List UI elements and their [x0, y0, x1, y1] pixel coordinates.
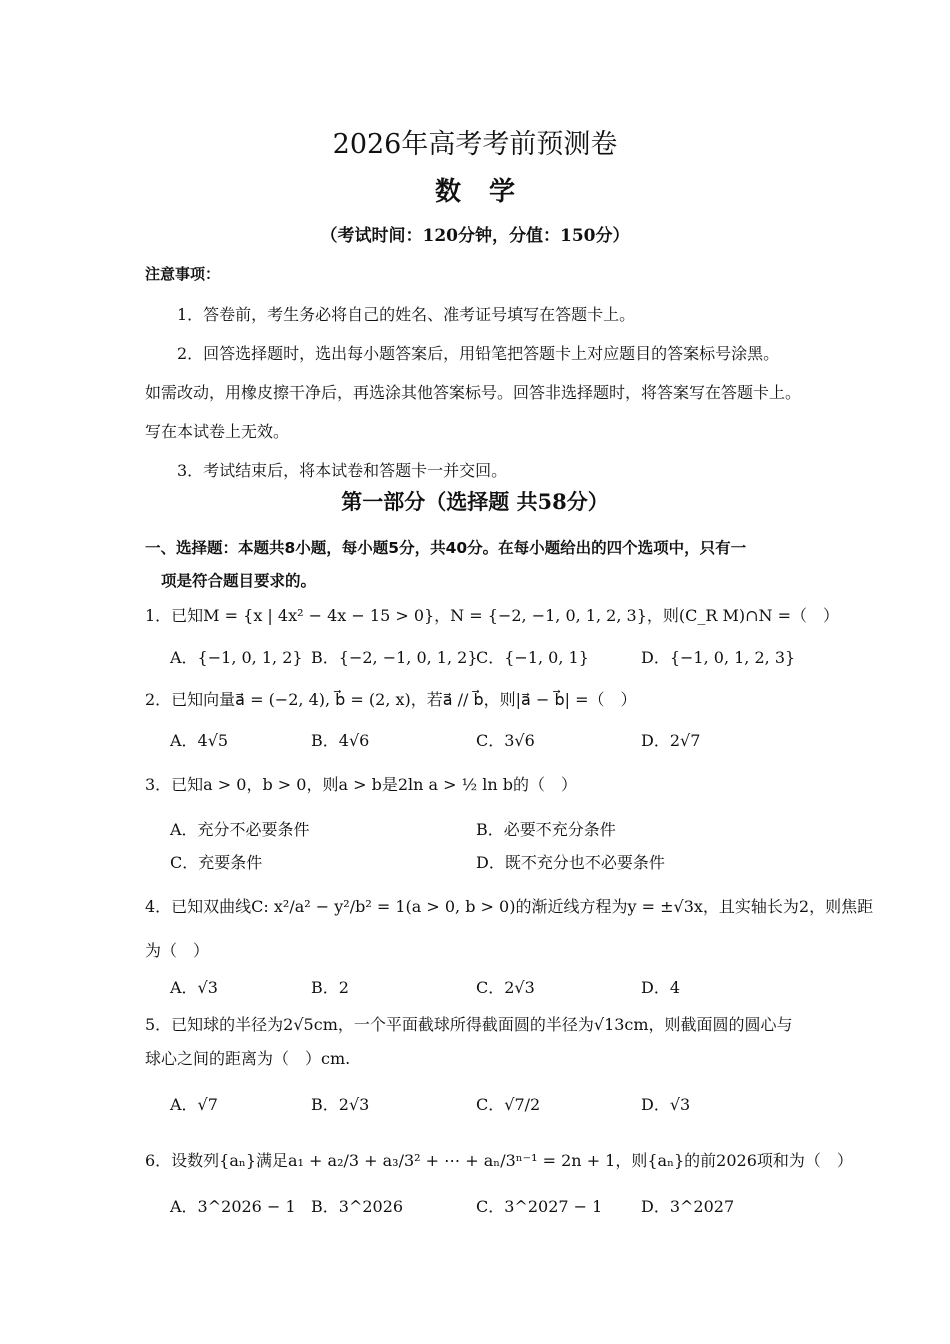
question-5-option-b: B．2√3	[311, 1095, 370, 1114]
question-2-option-a: A．4√5	[170, 731, 229, 750]
notice-item-2-line-3: 写在本试卷上无效。	[145, 422, 290, 441]
question-4-stem-line-2: 为（ ）	[145, 941, 210, 960]
question-6-option-c: C．3^2027 − 1	[476, 1197, 603, 1216]
question-4-option-b: B．2	[311, 978, 349, 997]
notice-title: 注意事项：	[145, 265, 221, 283]
question-3-option-b: B．必要不充分条件	[476, 820, 616, 839]
question-2-stem: 2．已知向量a⃗ = (−2, 4), b⃗ = (2, x)，若a⃗ // b⃗，则|a⃗ − b⃗| =（ ）	[145, 690, 637, 709]
question-4-stem-line-1: 4．已知双曲线C: x²/a² − y²/b² = 1(a > 0, b > 0)的渐近线方程为y = ±√3x，且实轴长为2，则焦距	[145, 897, 874, 916]
question-3-option-c: C．充要条件	[170, 853, 263, 872]
question-4-option-c: C．2√3	[476, 978, 535, 997]
question-6-option-d: D．3^2027	[641, 1197, 735, 1216]
question-1-option-c: C．{−1, 0, 1}	[476, 648, 589, 667]
question-1-option-b: B．{−2, −1, 0, 1, 2}	[311, 648, 478, 667]
notice-item-1: 1．答卷前，考生务必将自己的姓名、准考证号填写在答题卡上。	[177, 305, 636, 324]
subject-title: 数学	[434, 177, 543, 207]
notice-item-2-line-1: 2．回答选择题时，选出每小题答案后，用铅笔把答题卡上对应题目的答案标号涂黑。	[177, 344, 780, 363]
question-5-option-a: A．√7	[170, 1095, 218, 1114]
question-1-stem: 1．已知M = {x | 4x² − 4x − 15 > 0}，N = {−2, −1, 0, 1, 2, 3}，则(C_R M)∩N =（ ）	[145, 606, 840, 625]
exam-info: （考试时间：120分钟，分值：150分）	[320, 226, 630, 246]
question-1-option-d: D．{−1, 0, 1, 2, 3}	[641, 648, 796, 667]
question-3-option-a: A．充分不必要条件	[170, 820, 310, 839]
question-6-stem: 6．设数列{aₙ}满足a₁ + a₂/3 + a₃/3² + ⋯ + aₙ/3ⁿ⁻¹ = 2n + 1，则{aₙ}的前2026项和为（ ）	[145, 1151, 853, 1170]
exam-title: 2026年高考考前预测卷	[332, 129, 618, 160]
notice-item-3: 3．考试结束后，将本试卷和答题卡一并交回。	[177, 461, 508, 480]
notice-item-2-line-2: 如需改动，用橡皮擦干净后，再选涂其他答案标号。回答非选择题时，将答案写在答题卡上。	[145, 383, 802, 402]
section-instructions-line-1: 一、选择题：本题共8小题，每小题5分，共40分。在每小题给出的四个选项中，只有一	[145, 539, 747, 557]
section-instructions-line-2: 项是符合题目要求的。	[161, 572, 317, 590]
question-2-option-c: C．3√6	[476, 731, 535, 750]
question-3-stem: 3．已知a > 0，b > 0，则a > b是2ln a > ½ ln b的（ ）	[145, 775, 577, 794]
question-5-option-c: C．√7/2	[476, 1095, 541, 1114]
question-5-stem-line-1: 5．已知球的半径为2√5cm，一个平面截球所得截面圆的半径为√13cm，则截面圆的圆心与	[145, 1015, 793, 1034]
question-1-option-a: A．{−1, 0, 1, 2}	[170, 648, 303, 667]
question-6-option-a: A．3^2026 − 1	[170, 1197, 296, 1216]
question-2-option-d: D．2√7	[641, 731, 701, 750]
question-5-stem-line-2: 球心之间的距离为（ ）cm.	[145, 1049, 351, 1068]
question-5-option-d: D．√3	[641, 1095, 691, 1114]
question-4-option-d: D．4	[641, 978, 681, 997]
question-4-option-a: A．√3	[170, 978, 218, 997]
part-one-title: 第一部分（选择题 共58分）	[341, 489, 609, 514]
question-2-option-b: B．4√6	[311, 731, 370, 750]
question-3-option-d: D．既不充分也不必要条件	[476, 853, 665, 872]
question-6-option-b: B．3^2026	[311, 1197, 404, 1216]
